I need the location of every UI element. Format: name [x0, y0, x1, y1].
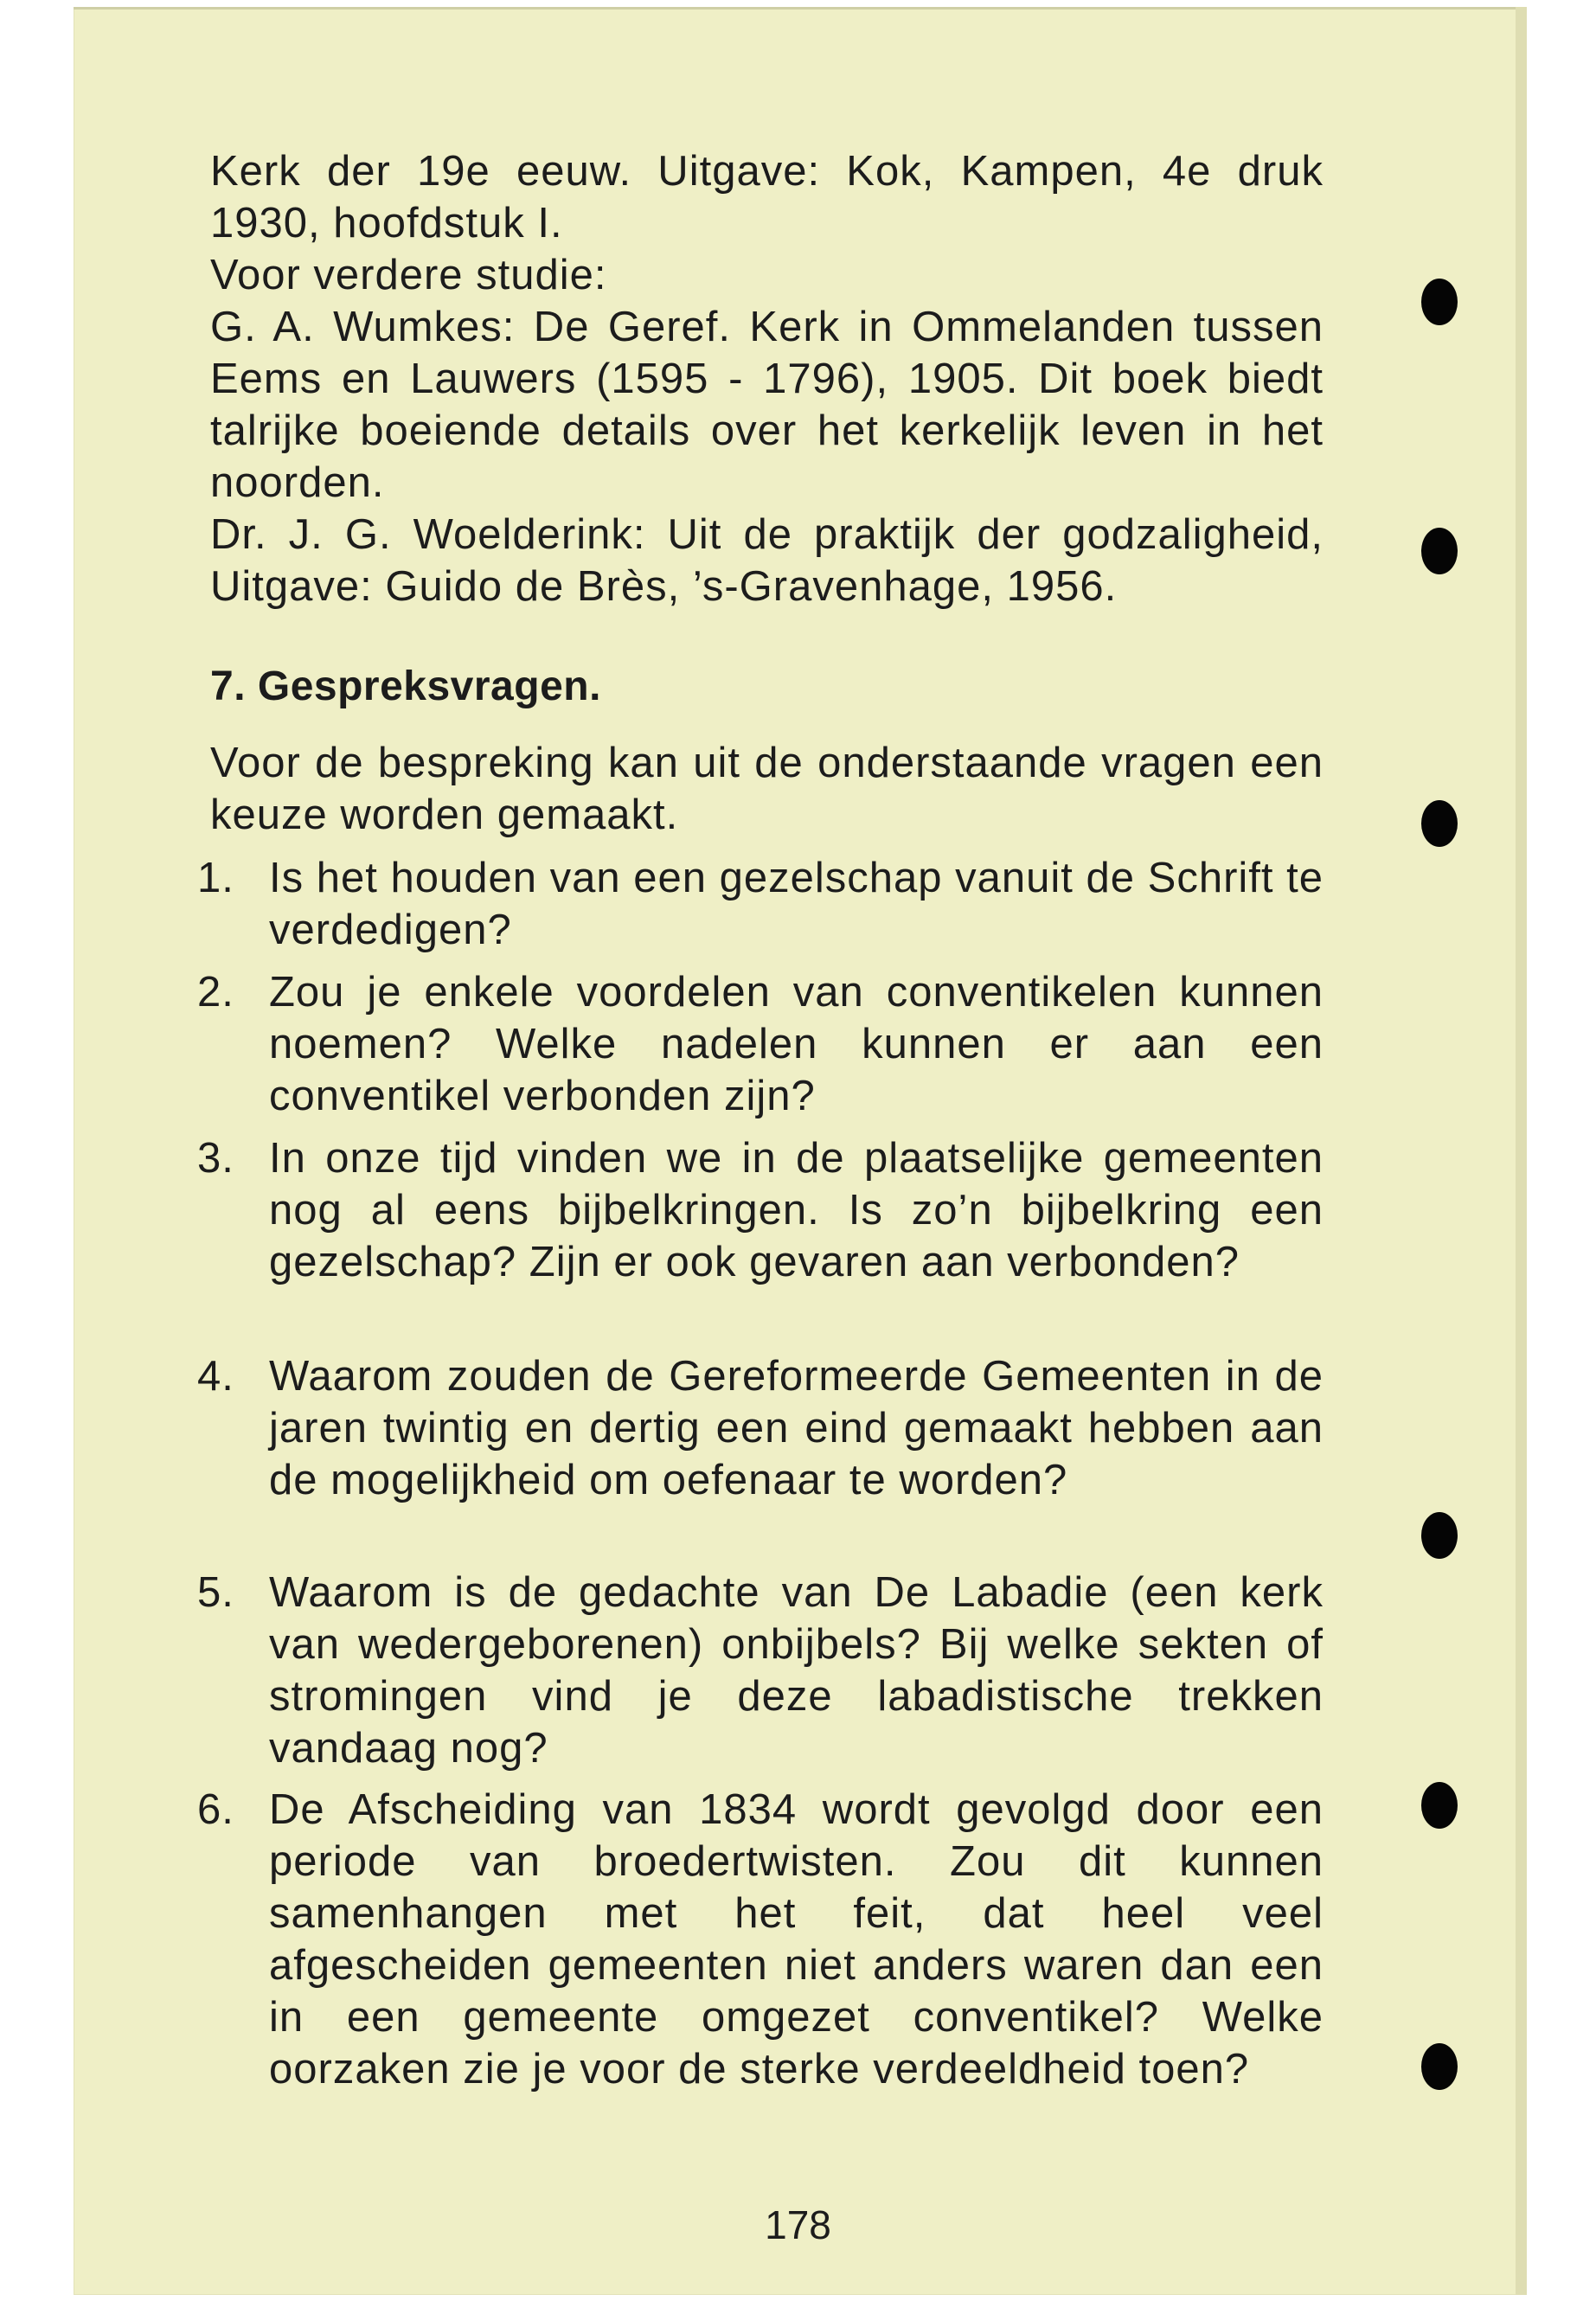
section-intro: Voor de bespreking kan uit de onderstaande vragen een keuze worden gemaakt. — [210, 740, 1324, 838]
section-heading: 7. Gespreksvragen. — [210, 663, 601, 709]
page-right-edge — [1516, 7, 1527, 2295]
binder-hole-icon — [1421, 1512, 1458, 1559]
reference-wumkes: G. A. Wumkes: De Geref. Kerk in Ommelanden tussen Eems en Lauwers (1595 - 1796), 1905. Dit boek biedt talrijke boeiende details over het kerkelijk leven in het noorden. — [210, 304, 1324, 506]
binder-hole-icon — [1421, 800, 1458, 847]
question-number: 1. — [197, 855, 234, 901]
question-4 — [197, 1350, 1324, 1506]
question-5 — [197, 1567, 1324, 1774]
question-3 — [197, 1132, 1324, 1288]
reference-woelderink: Dr. J. G. Woelderink: Uit de praktijk der godzaligheid, Uitgave: Guido de Brès, ’s-Gravenhage, 1956. — [210, 511, 1324, 610]
question-number: 4. — [197, 1353, 234, 1400]
page-top-edge — [74, 7, 1527, 10]
question-2 — [197, 966, 1324, 1122]
question-text: Waarom zouden de Gereformeerde Gemeenten in de jaren twintig en dertig een eind gemaakt hebben aan de mogelijkheid om oefenaar te worden? — [269, 1353, 1324, 1503]
question-text: In onze tijd vinden we in de plaatselijke gemeenten nog al eens bijbelkringen. Is zo’n bijbelkring een gezelschap? Zijn er ook gevaren aan verbonden? — [269, 1135, 1324, 1285]
question-number: 6. — [197, 1786, 234, 1833]
binder-hole-icon — [1421, 1782, 1458, 1829]
binder-hole-icon — [1421, 2043, 1458, 2090]
question-1 — [197, 852, 1324, 956]
binder-hole-icon — [1421, 279, 1458, 325]
question-text: Waarom is de gedachte van De Labadie (een kerk van wedergeborenen) onbijbels? Bij welke sekten of stromingen vind je deze labadistische trekken vandaag nog? — [269, 1569, 1324, 1772]
question-text: De Afscheiding van 1834 wordt gevolgd door een periode van broedertwisten. Zou dit kunnen samenhangen met het feit, dat heel veel afgescheiden gemeenten niet anders waren dan een in een gemeente omgezet conventikel? Welke oorzaken zie je voor de sterke verdeeldheid toen? — [269, 1786, 1324, 2093]
question-number: 3. — [197, 1135, 234, 1182]
question-number: 2. — [197, 969, 234, 1016]
further-study-label: Voor verdere studie: — [210, 252, 607, 298]
question-text: Zou je enkele voordelen van conventikelen kunnen noemen? Welke nadelen kunnen er aan een conventikel verbonden zijn? — [269, 969, 1324, 1119]
binder-hole-icon — [1421, 528, 1458, 574]
reference-line-1: Kerk der 19e eeuw. Uitgave: Kok, Kampen, 4e druk 1930, hoofdstuk I. — [210, 148, 1324, 247]
question-text: Is het houden van een gezelschap vanuit de Schrift te verdedigen? — [269, 855, 1324, 953]
question-number: 5. — [197, 1569, 234, 1616]
question-6 — [197, 1784, 1324, 2095]
page-number: 178 — [765, 2202, 831, 2247]
